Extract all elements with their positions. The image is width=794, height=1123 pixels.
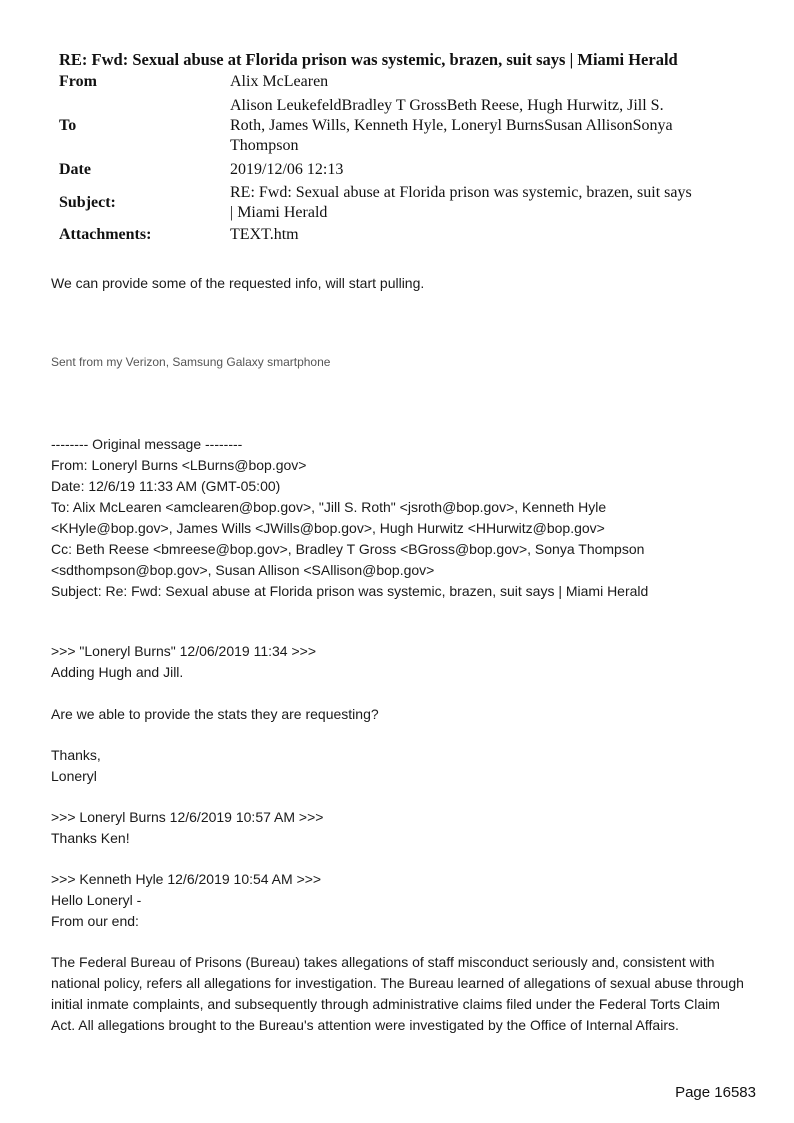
message-line: Loneryl — [51, 768, 97, 784]
to-line: Roth, James Wills, Kenneth Hyle, Loneryl BurnsSusan AllisonSonya — [230, 117, 673, 134]
thread-message-1-closing — [51, 745, 751, 787]
reply-text: We can provide some of the requested info, will start pulling. — [51, 275, 425, 291]
from-label: From — [59, 73, 97, 90]
thread-message-1-question — [51, 704, 751, 725]
original-cc: Cc: Beth Reese <bmreese@bop.gov>, Bradley T Gross <BGross@bop.gov>, Sonya Thompson — [51, 541, 645, 557]
thread-message-3 — [51, 869, 751, 932]
message-line: Adding Hugh and Jill. — [51, 664, 184, 680]
original-date: Date: 12/6/19 11:33 AM (GMT-05:00) — [51, 478, 281, 494]
original-from: From: Loneryl Burns <LBurns@bop.gov> — [51, 457, 307, 473]
thread-message-3-body — [51, 952, 747, 1036]
quote-header: >>> "Loneryl Burns" 12/06/2019 11:34 >>> — [51, 643, 316, 659]
attachment-link[interactable]: TEXT.htm — [230, 226, 299, 243]
message-line: Are we able to provide the stats they are requesting? — [51, 706, 379, 722]
subject-value — [230, 181, 759, 224]
subject-label: Subject: — [59, 194, 116, 211]
attachments-label: Attachments: — [59, 226, 152, 243]
thread-message-1 — [51, 641, 751, 683]
message-line: Hello Loneryl - — [51, 892, 142, 908]
message-line: Thanks Ken! — [51, 830, 130, 846]
original-message — [51, 434, 751, 602]
original-separator: -------- Original message -------- — [51, 436, 243, 452]
to-line: Alison LeukefeldBradley T GrossBeth Reese, Hugh Hurwitz, Jill S. — [230, 97, 664, 114]
date-label: Date — [59, 160, 91, 178]
email-header — [59, 50, 759, 246]
to-line: Thompson — [230, 137, 299, 154]
to-label: To — [59, 117, 77, 134]
original-subject: Subject: Re: Fwd: Sexual abuse at Florida prison was systemic, brazen, suit says | Miami Herald — [51, 583, 649, 599]
original-to: To: Alix McLearen <amclearen@bop.gov>, "Jill S. Roth" <jsroth@bop.gov>, Kenneth Hyle — [51, 499, 607, 515]
quote-header: >>> Loneryl Burns 12/6/2019 10:57 AM >>> — [51, 809, 324, 825]
message-paragraph: The Federal Bureau of Prisons (Bureau) takes allegations of staff misconduct seriously and, consistent with national policy, refers all allegations for investigation. The Bureau learned of allegations of sexual abuse through initial inmate complaints, and subsequently through administrative claims filed under the Federal Torts Claim Act. All allegations brought to the Bureau's attention were investigated by the Office of Internal Affairs. — [51, 954, 744, 1033]
original-to: <KHyle@bop.gov>, James Wills <JWills@bop.gov>, Hugh Hurwitz <HHurwitz@bop.gov> — [51, 520, 605, 536]
original-cc: <sdthompson@bop.gov>, Susan Allison <SAllison@bop.gov> — [51, 562, 435, 578]
to-value — [230, 93, 759, 158]
from-value: Alix McLearen — [230, 73, 329, 90]
date-value: 2019/12/06 12:13 — [230, 160, 344, 178]
thread-message-2 — [51, 807, 751, 849]
message-line: From our end: — [51, 913, 139, 929]
subject-line: | Miami Herald — [230, 204, 328, 221]
quote-header: >>> Kenneth Hyle 12/6/2019 10:54 AM >>> — [51, 871, 322, 887]
message-line: Thanks, — [51, 747, 101, 763]
page-number: Page 16583 — [675, 1084, 756, 1101]
mobile-signature: Sent from my Verizon, Samsung Galaxy smartphone — [51, 355, 331, 369]
email-meta-table — [59, 71, 759, 246]
email-title: RE: Fwd: Sexual abuse at Florida prison was systemic, brazen, suit says | Miami Herald — [59, 50, 678, 69]
subject-line: RE: Fwd: Sexual abuse at Florida prison was systemic, brazen, suit says — [230, 184, 692, 201]
reply-body — [51, 273, 751, 294]
